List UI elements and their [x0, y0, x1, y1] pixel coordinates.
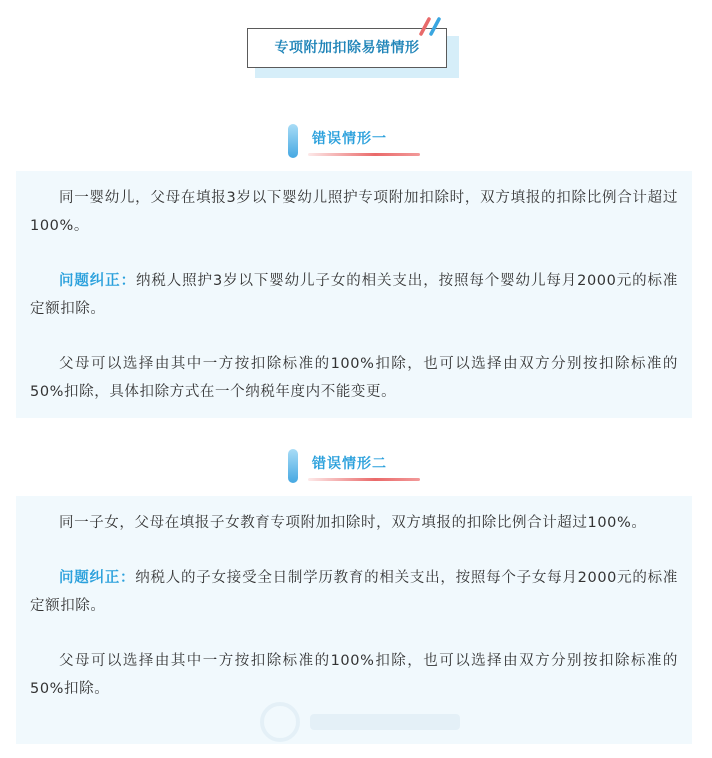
- correction-label: 问题纠正：: [59, 273, 136, 289]
- section-underline: [308, 153, 420, 156]
- correction-text: 纳税人的子女接受全日制学历教育的相关支出，按照每个子女每月2000元的标准定额扣除。: [30, 570, 678, 614]
- title-card: [247, 28, 459, 78]
- page-title: 专项附加扣除易错情形: [274, 40, 420, 56]
- watermark-logo-icon: [258, 700, 468, 744]
- section-heading: 错误情形二: [312, 456, 387, 472]
- double-slash-icon: [417, 16, 447, 36]
- section-header-2: [284, 447, 434, 491]
- paragraph-problem: 同一婴幼儿，父母在填报3岁以下婴幼儿照护专项附加扣除时，双方填报的扣除比例合计超过100%。: [30, 190, 678, 234]
- pill-marker-icon: [288, 124, 298, 158]
- section-heading: 错误情形一: [312, 131, 387, 147]
- paragraph-correction: [30, 564, 678, 620]
- paragraph-problem: 同一子女，父母在填报子女教育专项附加扣除时，双方填报的扣除比例合计超过100%。: [59, 515, 647, 531]
- section-underline: [308, 478, 420, 481]
- paragraph-detail: 父母可以选择由其中一方按扣除标准的100%扣除，也可以选择由双方分别按扣除标准的50%扣除，具体扣除方式在一个纳税年度内不能变更。: [30, 356, 678, 400]
- paragraph-correction: [30, 267, 678, 323]
- section-header-1: [284, 122, 434, 166]
- correction-text: 纳税人照护3岁以下婴幼儿子女的相关支出，按照每个婴幼儿每月2000元的标准定额扣除。: [30, 273, 679, 317]
- paragraph-detail: 父母可以选择由其中一方按扣除标准的100%扣除，也可以选择由双方分别按扣除标准的50%扣除。: [30, 653, 678, 697]
- pill-marker-icon: [288, 449, 298, 483]
- correction-label: 问题纠正：: [59, 570, 136, 586]
- section-panel-1: [16, 171, 692, 418]
